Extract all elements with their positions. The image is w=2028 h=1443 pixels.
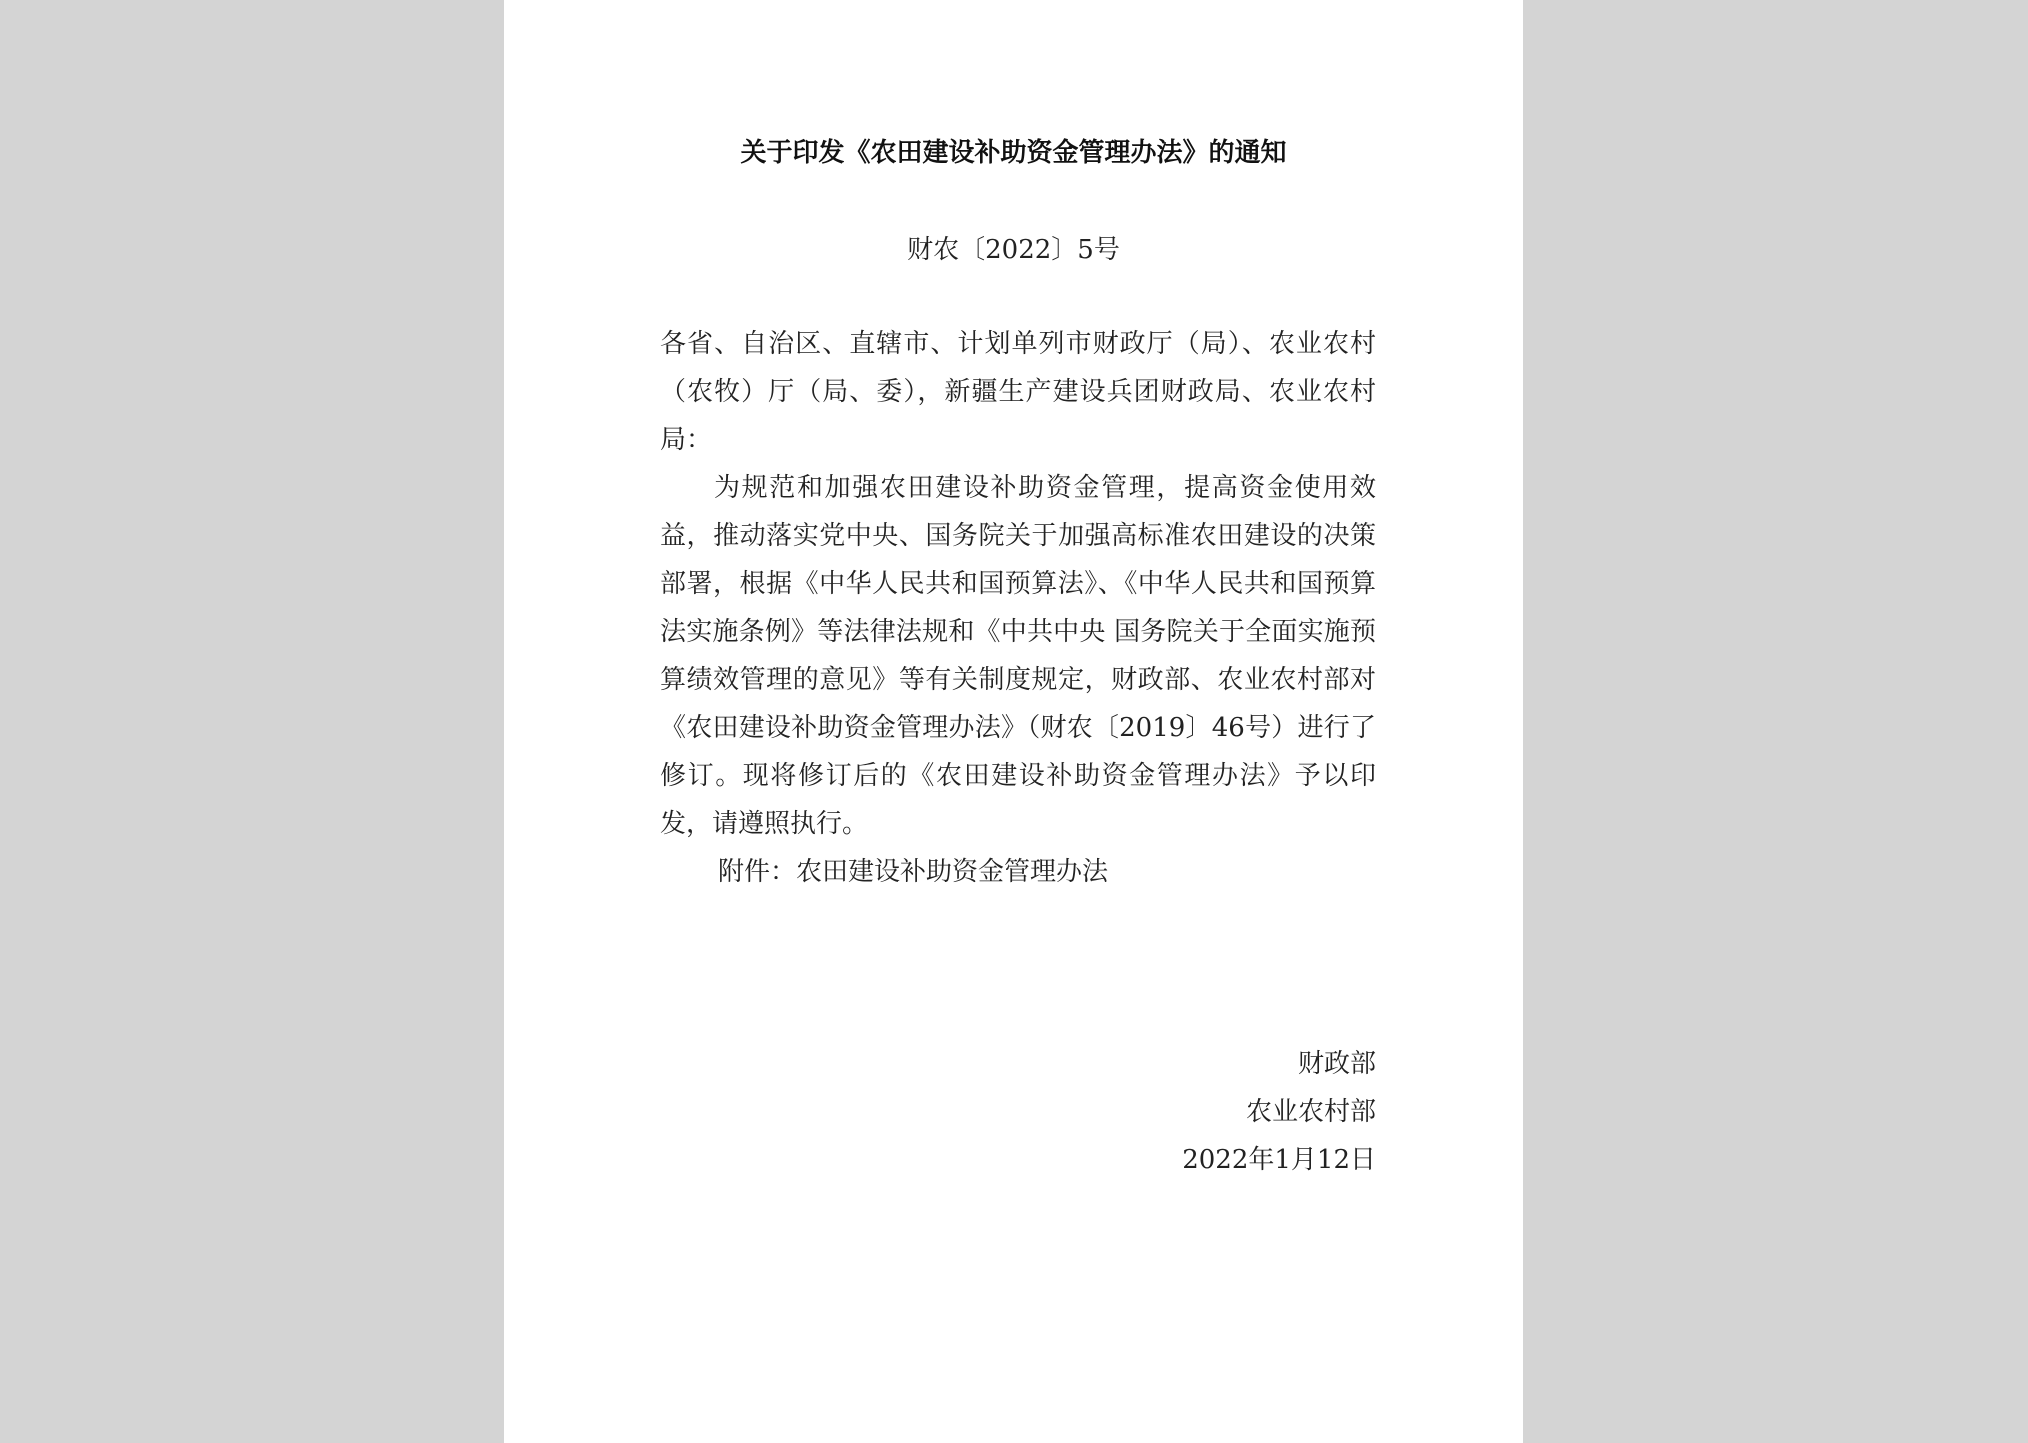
document-page [504,0,1523,1443]
signature-org-agriculture: 农业农村部 [1245,1097,1376,1127]
document-number: 财农〔2022〕5号 [907,235,1120,265]
attachment-line: 附件：农田建设补助资金管理办法 [718,857,1109,887]
body-paragraph: 为规范和加强农田建设补助资金管理，提高资金使用效益，推动落实党中央、国务院关于加强高标准农田建设的决策部署，根据《中华人民共和国预算法》、《中华人民共和国预算法实施条例》等法律法规和《中共中央 国务院关于全面实施预算绩效管理的意见》等有关制度规定，财政部、农业农村部对《农田建设补助资金管理办法》（财农〔2019〕46号）进行了修订。现将修订后的《农田建设补助资金管理办法》予以印发，请遵照执行。 [660,473,1376,839]
document-title: 关于印发《农田建设补助资金管理办法》的通知 [740,138,1287,168]
signature-date: 2022年1月12日 [1182,1145,1376,1175]
addressee-paragraph: 各省、自治区、直辖市、计划单列市财政厅（局）、农业农村（农牧）厅（局、委），新疆生产建设兵团财政局、农业农村局： [660,329,1376,455]
signature-block [1182,1040,1376,1184]
signature-org-finance: 财政部 [1297,1049,1376,1079]
